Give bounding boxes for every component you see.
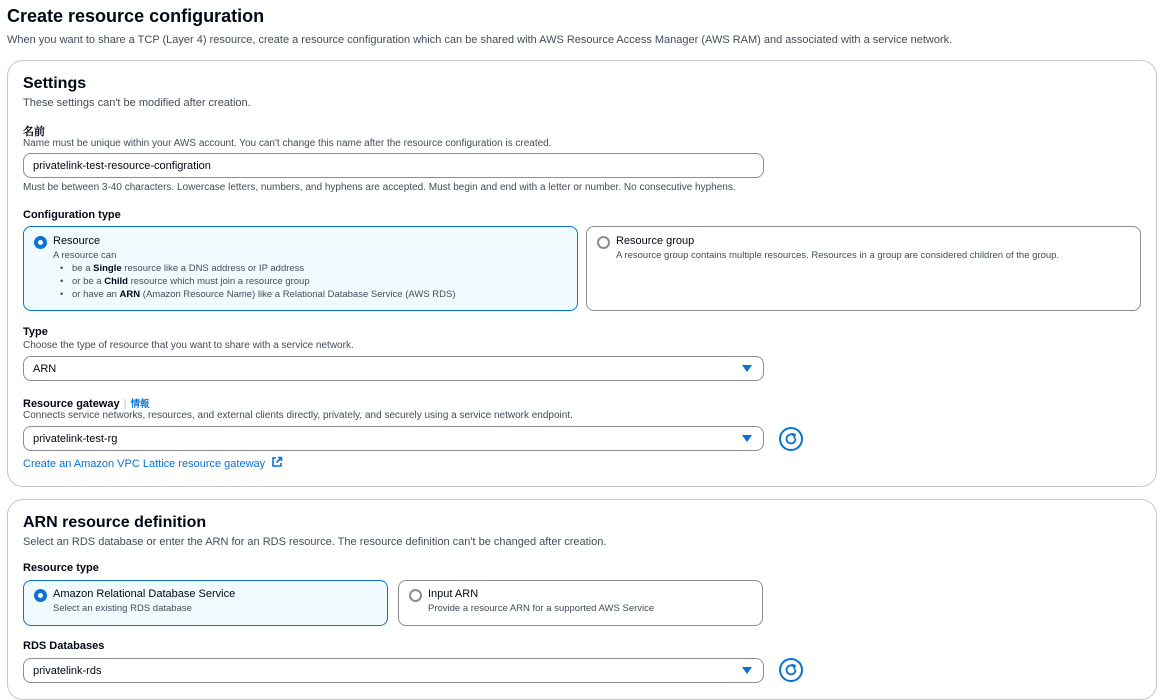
settings-heading: Settings — [23, 75, 87, 92]
resource-title: Resource — [53, 235, 101, 247]
rds-title: Amazon Relational Database Service — [53, 588, 236, 600]
type-select[interactable] — [23, 356, 764, 381]
rds-radio[interactable] — [34, 589, 47, 602]
input-arn-radio[interactable] — [409, 589, 422, 602]
settings-panel — [7, 60, 1157, 487]
chevron-down-icon — [742, 365, 752, 372]
rds-description: Select an existing RDS database — [53, 603, 192, 614]
refresh-icon — [784, 432, 798, 446]
create-gateway-link[interactable]: Create an Amazon VPC Lattice resource gateway — [23, 456, 283, 470]
rds-databases-select[interactable] — [23, 658, 764, 683]
gateway-select-value: privatelink-test-rg — [33, 433, 118, 445]
resource-type-rds-tile[interactable] — [23, 580, 388, 626]
config-type-resource-group-tile[interactable] — [586, 226, 1141, 311]
resource-group-description: A resource group contains multiple resources. Resources in a group are considered children of the group. — [616, 250, 1060, 261]
resource-type-label: Resource type — [23, 562, 99, 574]
resource-bullet-single: • be a Single resource like a DNS address or IP address — [53, 262, 456, 275]
refresh-icon — [784, 663, 798, 677]
type-select-value: ARN — [33, 363, 57, 375]
arn-description: Select an RDS database or enter the ARN for an RDS resource. The resource definition can't be changed after creation. — [23, 536, 607, 548]
input-arn-description: Provide a resource ARN for a supported AWS Service — [428, 603, 655, 614]
resource-type-input-arn-tile[interactable] — [398, 580, 763, 626]
refresh-rds-button[interactable] — [779, 658, 803, 682]
resource-group-title: Resource group — [616, 235, 695, 247]
resource-group-radio[interactable] — [597, 236, 610, 249]
page-description: When you want to share a TCP (Layer 4) resource, create a resource configuration which can be shared with AWS Resource Access Manager (AWS RAM) and associated with a service network. — [7, 34, 953, 46]
gateway-info-link[interactable]: 情報 — [130, 399, 150, 410]
chevron-down-icon — [742, 667, 752, 674]
resource-intro: A resource can — [53, 250, 117, 261]
chevron-down-icon — [742, 435, 752, 442]
config-type-resource-tile[interactable] — [23, 226, 578, 311]
resource-bullet-arn: • or have an ARN (Amazon Resource Name) like a Relational Database Service (AWS RDS) — [53, 288, 456, 301]
settings-description: These settings can't be modified after creation. — [23, 97, 251, 109]
name-input[interactable]: privatelink-test-resource-configration — [23, 153, 764, 178]
gateway-select[interactable] — [23, 426, 764, 451]
config-type-label: Configuration type — [23, 209, 121, 221]
name-help: Name must be unique within your AWS account. You can't change this name after the resource configuration is created. — [23, 138, 552, 149]
resource-description — [53, 249, 456, 301]
name-constraint: Must be between 3-40 characters. Lowercase letters, numbers, and hyphens are accepted. Must begin and end with a letter or number. No consecutive hyphens. — [23, 182, 736, 193]
gateway-help: Connects service networks, resources, and external clients directly, privately, and securely using a service network endpoint. — [23, 410, 573, 421]
arn-heading: ARN resource definition — [23, 514, 207, 531]
page-title: Create resource configuration — [7, 6, 265, 26]
type-label: Type — [23, 326, 48, 338]
arn-definition-panel — [7, 499, 1157, 700]
type-help: Choose the type of resource that you want to share with a service network. — [23, 340, 354, 351]
gateway-label: Resource gateway | 情報 — [23, 398, 150, 410]
rds-databases-label: RDS Databases — [23, 640, 105, 652]
name-label: 名前 — [23, 126, 45, 138]
resource-radio[interactable] — [34, 236, 47, 249]
refresh-gateway-button[interactable] — [779, 427, 803, 451]
resource-bullet-child: • or be a Child resource which must join a resource group — [53, 275, 456, 288]
external-link-icon — [271, 456, 283, 468]
input-arn-title: Input ARN — [428, 588, 479, 600]
rds-select-value: privatelink-rds — [33, 665, 102, 677]
